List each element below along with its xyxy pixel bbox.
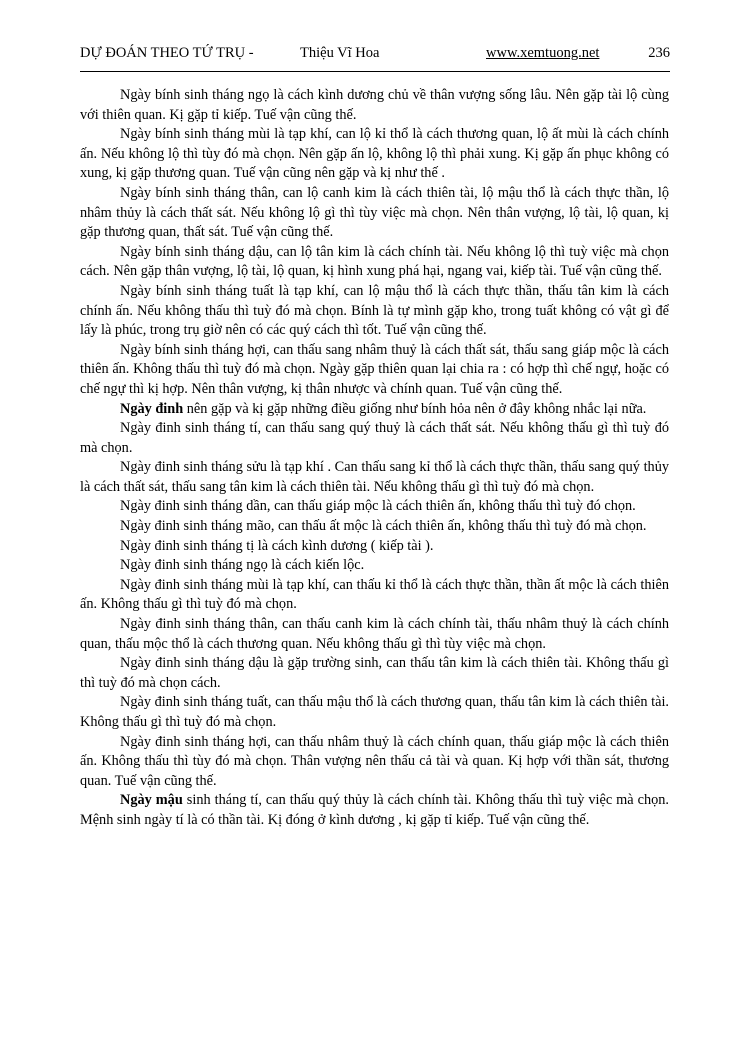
paragraph (80, 400, 669, 420)
paragraph-text: Ngày đinh sinh tháng tí, can thấu sang quý thuỷ là cách thất sát. Nếu không thấu gì thì tuỳ đó mà chọn. (80, 420, 669, 456)
paragraph (80, 341, 669, 400)
paragraph-text: Ngày đinh sinh tháng sửu là tạp khí . Can thấu sang kỉ thổ là cách thực thần, thấu sang quý thủy là cách thất sát, thấu sang tân kim là cách thiên tài. Nếu không thấu gì thì tuỳ đó mà chọn. (80, 459, 669, 495)
paragraph-text: Ngày bính sinh tháng mùi là tạp khí, can lộ kỉ thổ là cách thương quan, lộ ất mùi là cách chính ấn. Nếu không lộ thì tùy đó mà chọn. Nên gặp ấn lộ, không lộ thì phải xung. Kị gặp ấn phục không có xung, kị gặp thương quan. Tuế vận cũng nên gặp và kị như thế . (80, 126, 669, 182)
book-title: DỰ ĐOÁN THEO TỨ TRỤ - (80, 45, 254, 61)
paragraph-text: Ngày đinh sinh tháng hợi, can thấu nhâm thuỷ là cách chính quan, thấu giáp mộc là cách thiên ấn. Không thấu thì tùy đó mà chọn. Thân vượng nên thấu cả tài và quan. Kị hợp với thần sát, thương quan. Tuế vận cũng thế. (80, 733, 669, 789)
paragraph (80, 184, 669, 243)
paragraph-text: Ngày bính sinh tháng thân, can lộ canh kim là cách thiên tài, lộ mậu thổ là cách thực thần, lộ nhâm thủy là cách thất sát. Nếu không lộ gì thì tùy việc mà chọn. Nên thân vượng, lộ tài, lộ quan, kị gặp thương quan, thất sát. Tuế vận cũng thế. (80, 184, 669, 241)
page-number: 236 (648, 45, 670, 61)
paragraph-lead: Ngày đinh (120, 400, 184, 417)
paragraph-text: Ngày đinh sinh tháng tuất, can thấu mậu thổ là cách thương quan, thấu tân kim là cách thiên tài. Không thấu gì thì tuỳ đó mà chọn. (80, 694, 669, 730)
paragraph-text: nên gặp và kị gặp những điều giống như bính hỏa nên ở đây không nhắc lại nữa. (183, 400, 647, 417)
paragraph-text: Ngày đinh sinh tháng thân, can thấu canh kim là cách chính tài, thấu nhâm thuỷ là cách chính quan, thấu mộc thổ là cách thương quan. Nếu không thấu gì thì tùy việc mà chọn. (80, 616, 669, 652)
paragraph-text: Ngày bính sinh tháng hợi, can thấu sang nhâm thuỷ là cách thất sát, thấu sang giáp mộc là cách thiên ấn. Không thấu thì tuỳ đó mà chọn. Ngày gặp thiên quan lại chia ra : có hợp thì chế ngự, hoặc có chế ngự thì kị hợp. Nên thân vượng, kị thân nhược và chính quan. Tuế vận cũng thế. (80, 341, 669, 397)
paragraph-text: Ngày đinh sinh tháng dậu là gặp trường sinh, can thấu tân kim là cách thiên tài. Không thấu gì thì tuỳ đó mà chọn cách. (80, 655, 669, 691)
paragraph (80, 419, 669, 458)
paragraph-text: Ngày bính sinh tháng dậu, can lộ tân kim là cách chính tài. Nếu không lộ thì tuỳ việc mà chọn cách. Nên gặp thân vượng, lộ tài, lộ quan, kị hình xung phá hại, ngang vai, kiếp tài. Tuế vận cũng thế. (80, 243, 669, 280)
paragraph (80, 556, 669, 576)
paragraph (80, 733, 669, 792)
page-header (80, 45, 670, 67)
paragraph (80, 86, 669, 125)
paragraph-text: Ngày đinh sinh tháng ngọ là cách kiến lộc. (120, 557, 365, 574)
paragraph (80, 537, 669, 557)
paragraph (80, 576, 669, 615)
paragraph-text: Ngày bính sinh tháng tuất là tạp khí, can lộ mậu thổ là cách thực thần, thấu tân kim là cách chính ấn. Nếu không thấu thì tuỳ đó mà chọn. Bính là tự mình gặp kho, trong tuất không có vật gì để lấy là phúc, trong trụ giờ nên có các quý cách thì tốt. Tuế vận cũng thế. (80, 282, 669, 339)
paragraph (80, 654, 669, 693)
paragraph (80, 517, 669, 537)
paragraph (80, 458, 669, 497)
paragraph-lead: Ngày mậu (120, 792, 183, 809)
paragraph (80, 243, 669, 282)
author-name: Thiệu Vĩ Hoa (300, 45, 380, 61)
header-rule (80, 71, 670, 72)
paragraph (80, 125, 669, 184)
paragraph (80, 693, 669, 732)
website-link[interactable]: www.xemtuong.net (486, 45, 600, 61)
paragraph-text: Ngày đinh sinh tháng mão, can thấu ất mộc là cách thiên ấn, không thấu thì tuỳ đó mà chọn. (120, 518, 647, 535)
paragraph (80, 791, 669, 830)
paragraph-text: Ngày đinh sinh tháng mùi là tạp khí, can thấu kỉ thổ là cách thực thần, thần ất mộc là cách thiên ấn. Không thấu gì thì tuỳ đó mà chọn. (80, 576, 669, 613)
paragraph (80, 615, 669, 654)
paragraph (80, 497, 669, 517)
paragraph-text: sinh tháng tí, can thấu quý thủy là cách chính tài. Không thấu thì tuỳ việc mà chọn. Mệnh sinh ngày tí là có thần tài. Kị đóng ở kình dương , kị gặp tỉ kiếp. Tuế vận cũng thế. (80, 792, 670, 828)
paragraph-text: Ngày bính sinh tháng ngọ là cách kình dương chủ về thân vượng sống lâu. Nên gặp tài lộ cùng với thiên quan. Kị gặp tỉ kiếp. Tuế vận cũng thế. (80, 87, 669, 123)
paragraph-text: Ngày đinh sinh tháng dần, can thấu giáp mộc là cách thiên ấn, không thấu thì tuỳ đó chọn. (120, 498, 636, 515)
paragraph-text: Ngày đinh sinh tháng tị là cách kình dương ( kiếp tài ). (120, 537, 434, 554)
body-text (80, 86, 669, 831)
paragraph (80, 282, 669, 341)
